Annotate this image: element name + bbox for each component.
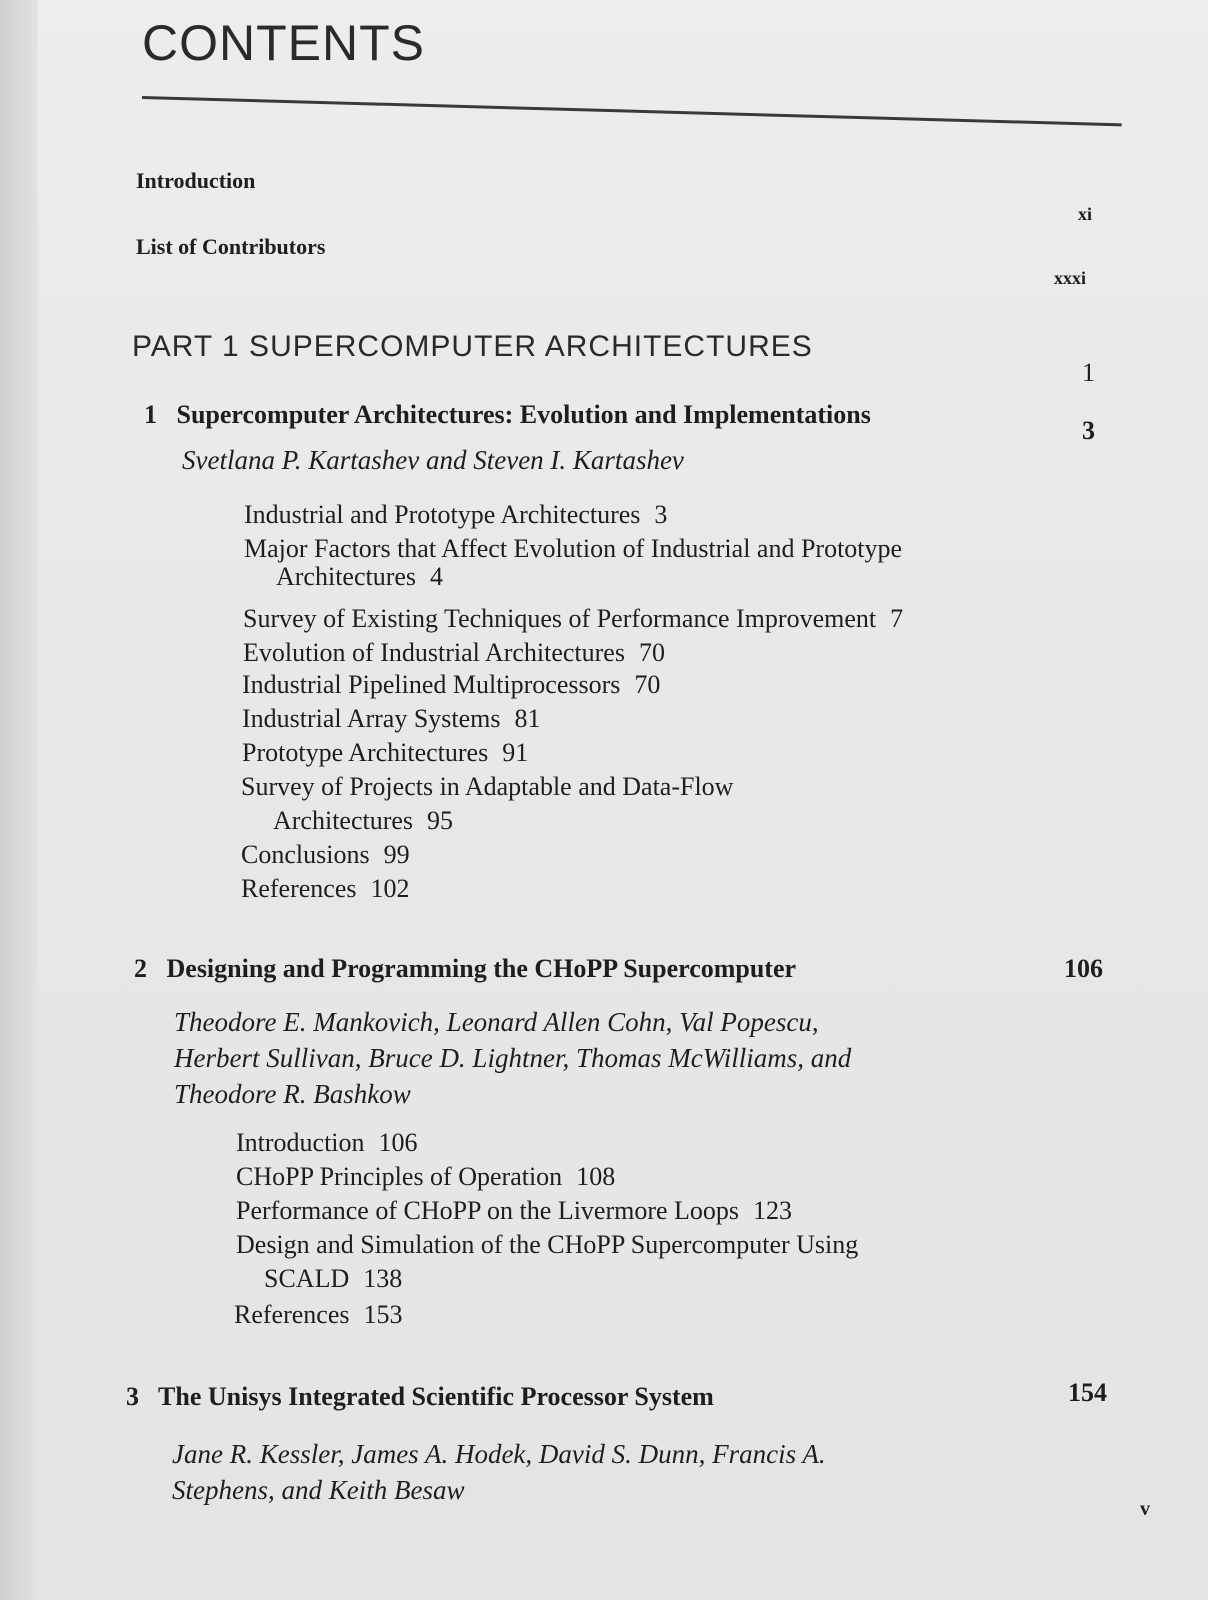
title-rule [142,96,1122,126]
section-item: Survey of Projects in Adaptable and Data-Flow [241,772,734,801]
front-matter-introduction-page: xi [1078,204,1093,224]
page-number: v [1140,1498,1150,1520]
section-item: Introduction 106 [236,1128,418,1157]
chapter-3-heading [126,1382,714,1412]
front-matter-introduction: Introduction [136,168,256,193]
chapter-1-heading [144,400,871,430]
section-item: Prototype Architectures 91 [242,738,529,767]
chapter-3-page: 154 [1068,1378,1107,1407]
section-item: Design and Simulation of the CHoPP Supercomputer Using [236,1230,859,1259]
section-item-continuation: Architectures 95 [273,806,454,835]
section-item: CHoPP Principles of Operation 108 [236,1162,616,1191]
section-item: Major Factors that Affect Evolution of Industrial and Prototype [244,534,903,563]
chapter-3-authors-line: Jane R. Kessler, James A. Hodek, David S. Dunn, Francis A. [172,1439,826,1469]
chapter-1-page: 3 [1082,416,1095,445]
part-heading: PART 1 SUPERCOMPUTER ARCHITECTURES [132,330,813,363]
section-item: References 102 [241,874,410,903]
page-title: CONTENTS [142,15,425,71]
section-item: Survey of Existing Techniques of Performance Improvement 7 [243,604,904,633]
section-item-continuation: SCALD 138 [264,1264,403,1293]
chapter-1-authors: Svetlana P. Kartashev and Steven I. Kartashev [182,445,684,475]
front-matter-contributors-page: xxxi [1054,268,1087,288]
chapter-number: 3 [126,1382,139,1411]
chapter-2-authors-line: Theodore E. Mankovich, Leonard Allen Cohn, Val Popescu, [174,1007,819,1037]
part-page: 1 [1082,358,1095,387]
section-item: Conclusions 99 [241,840,410,869]
front-matter-contributors: List of Contributors [136,234,326,259]
section-item: Industrial Pipelined Multiprocessors 70 [242,670,661,699]
section-item-continuation: Architectures 4 [276,562,444,591]
section-item: Evolution of Industrial Architectures 70 [243,638,665,667]
book-spine-shadow [0,0,38,1600]
contents-page [38,0,1208,1600]
chapter-title: The Unisys Integrated Scientific Processor System [158,1382,714,1411]
section-item: References 153 [234,1300,403,1329]
section-item: Industrial Array Systems 81 [242,704,541,733]
chapter-number: 1 [144,400,157,429]
chapter-2-authors-line: Herbert Sullivan, Bruce D. Lightner, Thomas McWilliams, and [174,1043,852,1073]
chapter-2-page: 106 [1064,954,1103,983]
chapter-2-heading [134,954,796,984]
section-item: Industrial and Prototype Architectures 3 [244,500,668,529]
chapter-title: Supercomputer Architectures: Evolution and Implementations [176,400,871,429]
chapter-3-authors-line: Stephens, and Keith Besaw [172,1475,465,1505]
chapter-2-authors-line: Theodore R. Bashkow [174,1079,411,1109]
chapter-title: Designing and Programming the CHoPP Supercomputer [166,954,797,983]
section-item: Performance of CHoPP on the Livermore Loops 123 [236,1196,793,1225]
chapter-number: 2 [134,954,147,983]
